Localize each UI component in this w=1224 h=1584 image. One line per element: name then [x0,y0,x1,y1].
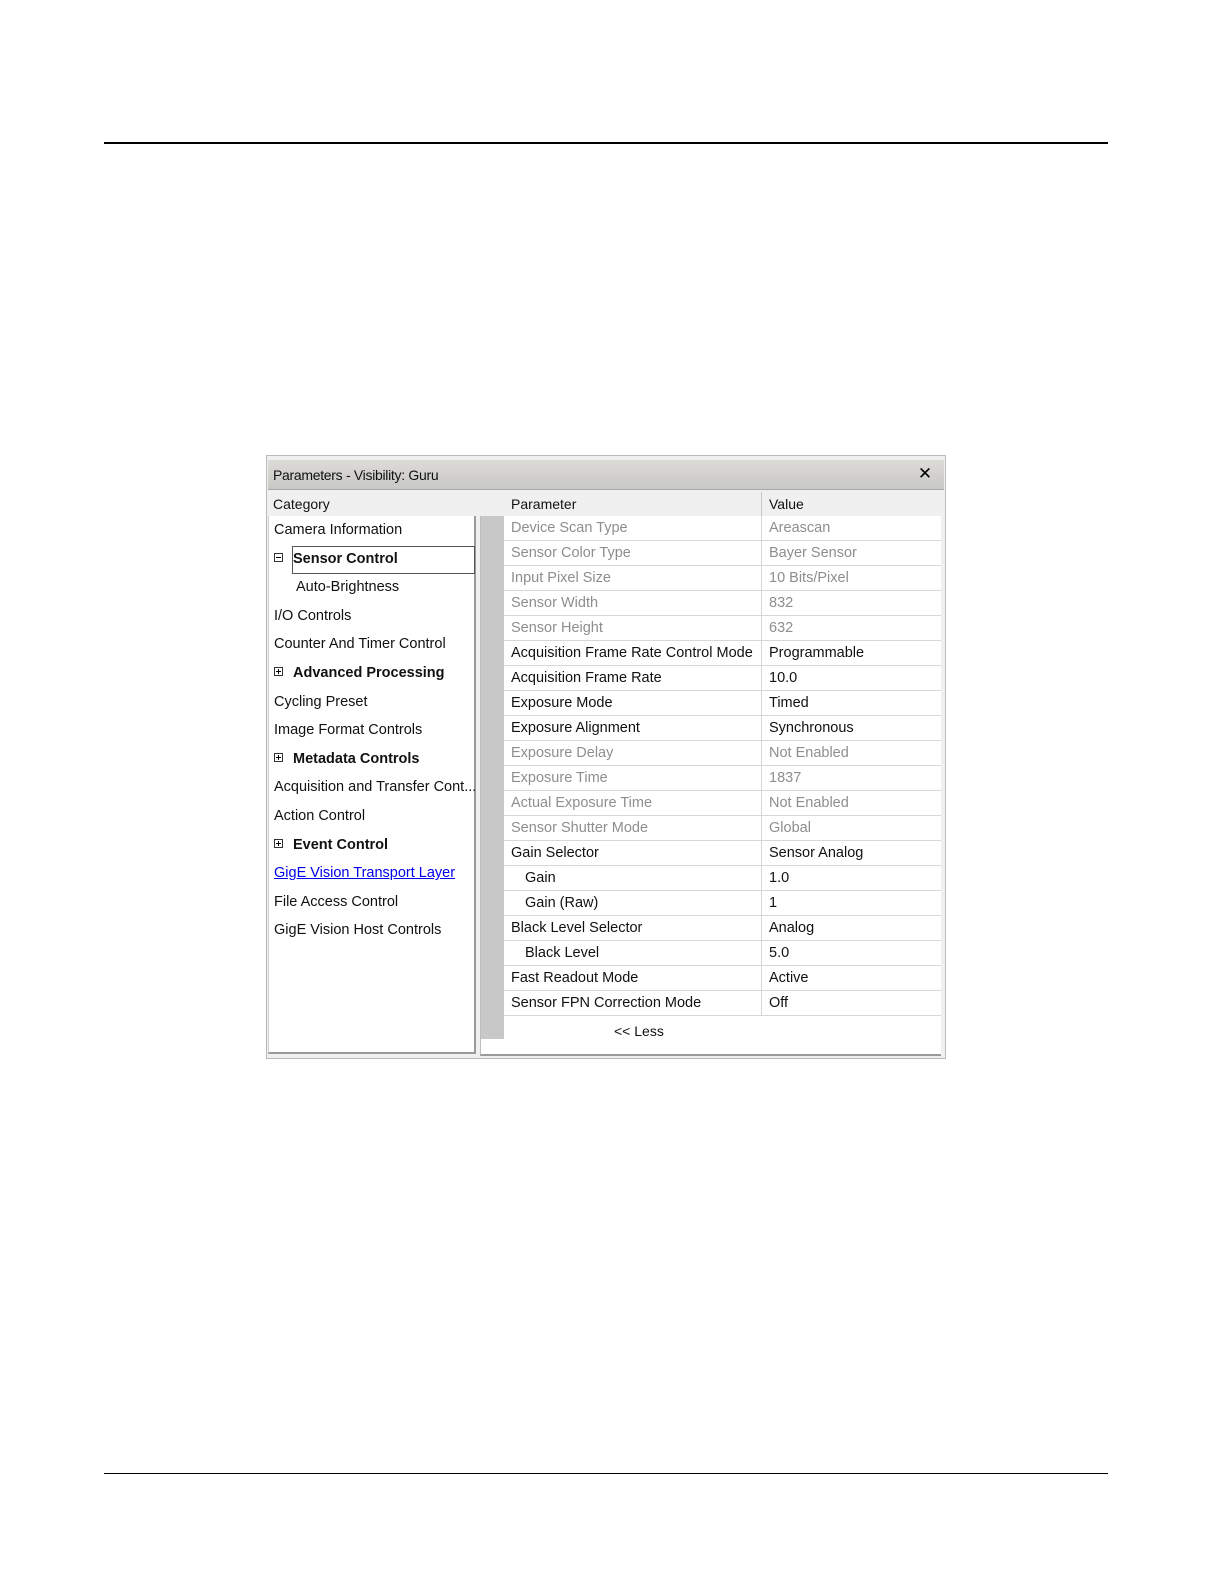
parameter-name: Exposure Time [504,766,762,790]
category-item[interactable] [269,745,420,773]
parameters-window [266,455,946,1059]
category-item[interactable] [269,831,388,859]
category-item-label: Auto-Brightness [296,579,400,596]
parameter-name: Gain (Raw) [504,891,762,915]
parameter-name: Exposure Delay [504,741,762,765]
parameter-name: Gain [504,866,762,890]
category-item[interactable] [269,859,455,887]
category-item[interactable] [269,516,402,544]
parameter-name: Sensor FPN Correction Mode [504,991,762,1015]
category-item[interactable] [269,602,351,630]
window-titlebar[interactable] [268,460,944,490]
category-item-label: Metadata Controls [293,750,420,767]
category-item-label: Event Control [293,836,389,853]
parameter-row[interactable] [504,541,941,566]
category-item[interactable] [269,659,445,687]
category-item[interactable] [269,545,398,573]
category-item[interactable] [269,916,441,944]
grid-row-gutter [481,516,504,1039]
category-item[interactable] [269,888,398,916]
category-item[interactable] [269,573,399,601]
parameter-row[interactable] [504,841,941,866]
parameter-name: Black Level Selector [504,916,762,940]
parameter-value[interactable]: Sensor Analog [769,845,864,861]
category-item[interactable] [269,802,365,830]
category-item-label: Sensor Control [293,550,398,567]
parameter-value[interactable]: Active [769,970,809,986]
category-item-label: Image Format Controls [274,722,423,739]
parameter-row[interactable] [504,691,941,716]
category-item-label: Camera Information [274,522,403,538]
value-column-header[interactable]: Value [769,496,804,512]
parameter-value: Areascan [769,520,831,536]
parameter-value[interactable]: 1 [769,895,778,911]
category-item[interactable] [269,630,446,658]
parameter-value[interactable]: Programmable [769,645,865,661]
parameter-name: Exposure Alignment [504,716,762,740]
parameter-name: Exposure Mode [504,691,762,715]
parameter-row[interactable] [504,591,941,616]
parameter-row[interactable] [504,641,941,666]
parameter-row[interactable] [504,941,941,966]
parameter-name: Black Level [504,941,762,965]
parameter-row[interactable] [504,716,941,741]
parameter-value[interactable]: 10.0 [769,670,798,686]
parameter-value: 832 [769,595,794,611]
parameter-row[interactable] [504,891,941,916]
collapse-icon[interactable] [274,553,283,562]
parameter-value: Global [769,820,811,836]
parameter-row[interactable] [504,566,941,591]
category-item[interactable] [269,773,476,801]
close-icon[interactable]: ✕ [917,464,933,483]
category-item-label: Acquisition and Transfer Cont... [274,779,477,796]
parameter-value[interactable]: Off [769,995,789,1011]
parameter-grid [480,516,941,1056]
parameter-row[interactable] [504,791,941,816]
parameter-column-header[interactable]: Parameter [507,492,762,516]
parameter-row[interactable] [504,816,941,841]
parameter-value: 1837 [769,770,802,786]
parameter-name: Actual Exposure Time [504,791,762,815]
parameter-name: Acquisition Frame Rate [504,666,762,690]
parameter-name: Sensor Height [504,616,762,640]
category-tree [268,516,476,1054]
parameter-name: Fast Readout Mode [504,966,762,990]
window-title: Parameters - Visibility: Guru [273,466,439,483]
category-item-label: Counter And Timer Control [274,636,446,653]
less-button[interactable]: << Less [614,1023,664,1039]
category-item-label: File Access Control [274,893,399,910]
parameter-row[interactable] [504,741,941,766]
expand-icon[interactable] [274,753,283,762]
category-item-label: Action Control [274,808,366,824]
parameter-name: Sensor Shutter Mode [504,816,762,840]
parameter-name: Sensor Color Type [504,541,762,565]
category-item-label: GigE Vision Transport Layer [274,865,456,882]
category-item[interactable] [269,716,422,744]
parameter-value: Not Enabled [769,795,849,811]
parameter-value[interactable]: Timed [769,695,809,711]
parameter-value: Bayer Sensor [769,545,857,561]
parameter-name: Input Pixel Size [504,566,762,590]
parameter-value[interactable]: Synchronous [769,720,854,736]
category-item[interactable] [269,688,367,716]
parameter-value: 10 Bits/Pixel [769,570,849,586]
parameter-row[interactable] [504,966,941,991]
parameter-row[interactable] [504,516,941,541]
category-item-label: Advanced Processing [293,665,445,681]
parameter-value: 632 [769,620,794,636]
parameter-row[interactable] [504,991,941,1016]
expand-icon[interactable] [274,667,283,676]
parameter-row[interactable] [504,766,941,791]
parameter-name: Device Scan Type [504,516,762,540]
parameter-row[interactable] [504,916,941,941]
page-bottom-rule [104,1473,1108,1474]
parameter-name: Gain Selector [504,841,762,865]
category-item-label: I/O Controls [274,607,352,624]
category-header: Category [273,496,330,512]
parameter-row[interactable] [504,866,941,891]
parameter-row[interactable] [504,616,941,641]
parameter-name: Acquisition Frame Rate Control Mode [504,641,762,665]
parameter-value: Not Enabled [769,745,849,761]
category-item-label: Cycling Preset [274,693,368,710]
parameter-name: Sensor Width [504,591,762,615]
parameter-value[interactable]: 5.0 [769,945,790,961]
category-item-label: GigE Vision Host Controls [274,922,442,939]
parameter-row[interactable] [504,666,941,691]
page-top-rule [104,142,1108,144]
parameter-value[interactable]: Analog [769,920,815,936]
expand-icon[interactable] [274,839,283,848]
parameter-value[interactable]: 1.0 [769,870,790,886]
